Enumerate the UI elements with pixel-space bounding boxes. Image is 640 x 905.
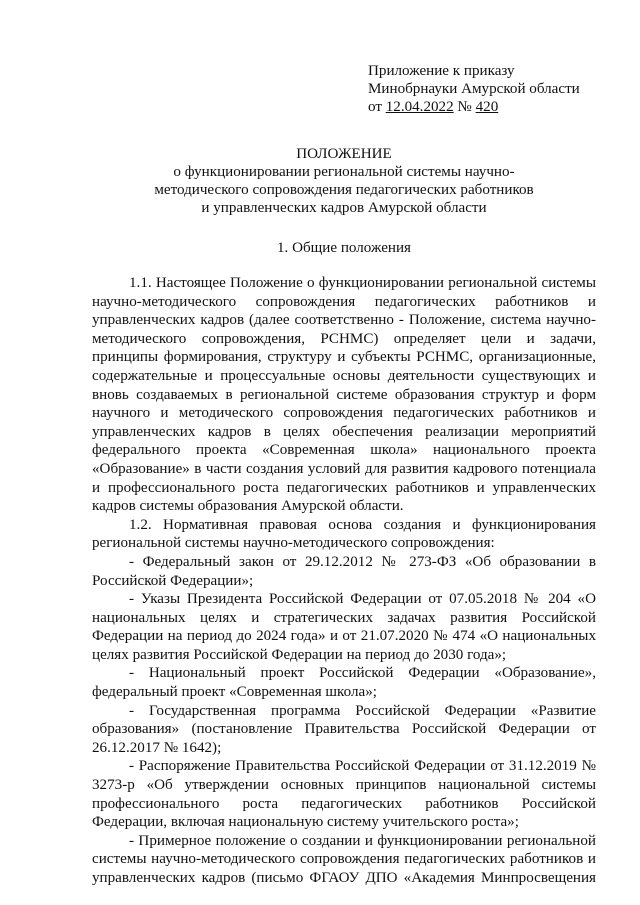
appendix-block [368,62,596,117]
appendix-order-line [368,98,596,116]
list-item: - Федеральный закон от 29.12.2012 № 273-ФЗ «Об образовании в Российской Федерации»; [92,553,596,589]
appendix-line-1: Приложение к приказу [368,63,515,79]
document-title [92,145,596,218]
list-item: - Распоряжение Правительства Российской Федерации от 31.12.2019 № 3273-р «Об утверждении основных принципов национальной системы профессионального роста педагогических работников Российской Федерации, включая национальную систему учительского роста»; [92,758,596,831]
paragraph-1-2: 1.2. Нормативная правовая основа создания и функционирования региональной системы научно-методического сопровождения: [92,516,596,552]
title-line-2: методического сопровождения педагогических работников [154,182,534,199]
list-item: - Примерное положение о создании и функционировании региональной системы научно-методического сопровождения педагогических работников и управленческих кадров (письмо ФГАОУ ДПО «Академия Минпросвещения [92,832,596,887]
appendix-number-sign: № [453,99,476,116]
appendix-line-2: Минобрнауки Амурской области [368,81,580,98]
list-item: - Указы Президента Российской Федерации от 07.05.2018 № 204 «О национальных целях и стратегических задачах развития Российской Федерации на период до 2024 года» и от 21.07.2020 № 474 «О национальных целях развития Российской Федерации на период до 2030 года»; [92,591,596,663]
appendix-order-prefix: от [368,99,386,116]
title-heading: ПОЛОЖЕНИЕ [296,145,392,162]
appendix-order-date: 12.04.2022 [385,99,454,116]
section-heading: 1. Общие положения [276,240,411,257]
title-line-3: и управленческих кадров Амурской области [201,200,487,217]
list-item: - Государственная программа Российской Федерации «Развитие образования» (постановление Правительства Российской Федерации от 26.12.2017 № 1642); [92,702,596,756]
list-item: - Национальный проект Российской Федерации «Образование», федеральный проект «Современная школа»; [92,665,596,701]
paragraph-1-1: 1.1. Настоящее Положение о функционировании региональной системы научно-методического сопровождения педагогических работников и управленческих кадров (далее соответственно - Положение, система научно-методического сопровождения, РСНМС) определяет цели и задачи, принципы формирования, структуру и субъекты РСНМС, организационные, содержательные и процессуальные основы деятельности существующих и вновь создаваемых в региональной системе образования структур и форм научного и методического сопровождения педагогических работников и управленческих кадров в целях обеспечения реализации мероприятий федерального проекта «Современная школа» национального проекта «Образование» в части создания условий для развития кадрового потенциала и профессионального роста педагогических работников и управленческих кадров системы образования Амурской области. [92,275,596,515]
title-line-1: о функционировании региональной системы научно- [173,163,515,180]
appendix-order-number: 420 [475,99,499,116]
